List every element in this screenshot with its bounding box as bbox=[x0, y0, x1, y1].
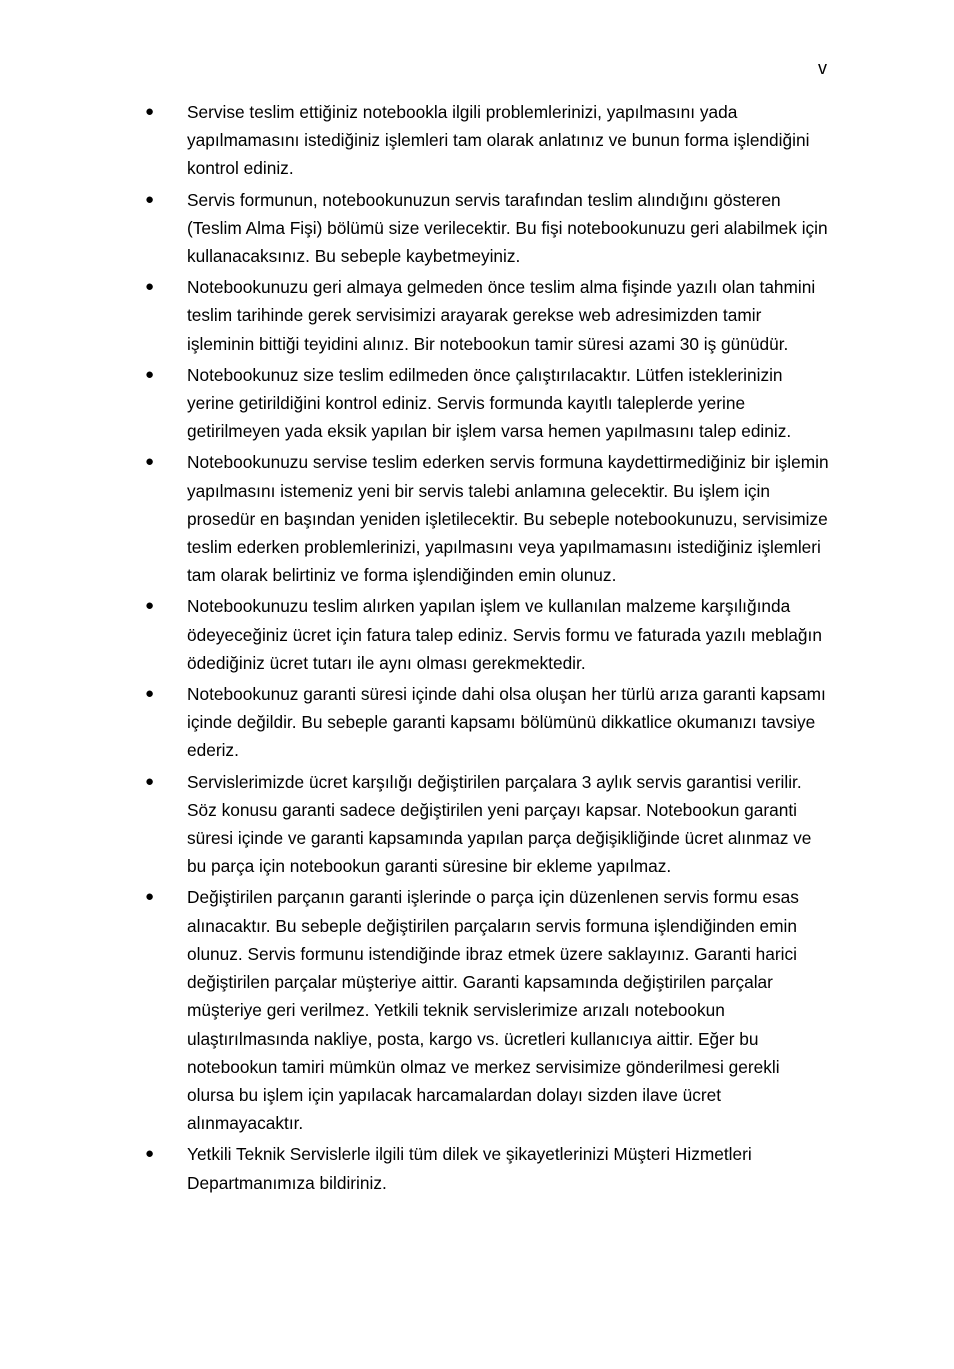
bullet-icon: ● bbox=[145, 597, 155, 615]
list-item bbox=[140, 680, 830, 765]
bullet-icon: ● bbox=[145, 190, 155, 208]
list-item-text: Servis formunun, notebookunuzun servis tarafından teslim alındığını gösteren (Teslim Alma Fişi) bölümü size verilecektir. Bu fişi notebookunuzu geri alabilmek için kullanacaksınız. Bu sebeple kaybetmeyiniz. bbox=[187, 189, 828, 267]
bullet-icon: ● bbox=[145, 888, 155, 906]
list-item bbox=[140, 592, 830, 677]
list-item-text: Notebookunuz garanti süresi içinde dahi olsa oluşan her türlü arıza garanti kapsamı içinde değildir. Bu sebeple garanti kapsamı bölümünü dikkatlice okumanızı tavsiye ederiz. bbox=[187, 684, 826, 761]
bullet-icon: ● bbox=[145, 103, 155, 120]
list-item-text: Yetkili Teknik Servislerle ilgili tüm dilek ve şikayetlerinizi Müşteri Hizmetleri Departmanımıza bildiriniz. bbox=[187, 1144, 752, 1193]
bullet-icon: ● bbox=[145, 453, 155, 471]
list-item bbox=[140, 98, 830, 183]
list-item bbox=[140, 1140, 830, 1196]
list-item bbox=[140, 186, 830, 271]
list-item bbox=[140, 273, 830, 358]
list-item bbox=[140, 883, 830, 1137]
list-item-text: Servislerimizde ücret karşılığı değiştirilen parçalara 3 aylık servis garantisi verilir. Söz konusu garanti sadece değiştirilen yeni parçayı kapsar. Notebookun garanti süresi içinde ve garanti kapsamında yapılan parça değişikliğinde ücret alınmaz ve bu parça için notebookun garanti süresine bir ekleme yapılmaz. bbox=[187, 771, 812, 877]
list-item-text: Servise teslim ettiğiniz notebookla ilgili problemlerinizi, yapılmasını yada yapılmamasını istediğiniz işlemleri tam olarak anlatınız ve bunun forma işlendiğini kontrol ediniz. bbox=[187, 102, 810, 179]
page-number: v bbox=[818, 58, 827, 78]
bullet-icon: ● bbox=[145, 278, 155, 296]
bullet-icon: ● bbox=[145, 365, 155, 383]
bullet-icon: ● bbox=[145, 772, 155, 790]
list-item-text: Notebookunuzu geri almaya gelmeden önce teslim alma fişinde yazılı olan tahmini teslim tarihinde gerek servisimizi arayarak gerekse web adresimizden tamir işleminin bittiği teyidini alınız. Bir notebookun tamir süresi azami 30 iş günüdür. bbox=[187, 277, 816, 354]
bullet-icon: ● bbox=[145, 685, 155, 703]
list-item bbox=[140, 768, 830, 881]
bullet-icon: ● bbox=[145, 1145, 155, 1163]
list-item bbox=[140, 448, 830, 589]
list-item-text: Notebookunuzu servise teslim ederken servis formuna kaydettirmediğiniz bir işlemin yapılmasını istemeniz yeni bir servis talebi anlamına gelecektir. Bu işlem için prosedür en başından yeniden işletilecektir. Bu sebeple notebookunuzu, servisimize teslim ederken problemlerinizi, yapılmasını veya yapılmamasını istediğiniz işlemleri tam olarak belirtiniz ve forma işlendiğinden emin olunuz. bbox=[187, 452, 829, 586]
list-item bbox=[140, 361, 830, 446]
list-item-text: Notebookunuzu teslim alırken yapılan işlem ve kullanılan malzeme karşılığında ödeyeceğiniz ücret için fatura talep ediniz. Servis formu ve faturada yazılı meblağın ödediğiniz ücret tutarı ile aynı olması gerekmektedir. bbox=[187, 596, 822, 673]
list-item-text: Notebookunuz size teslim edilmeden önce çalıştırılacaktır. Lütfen isteklerinizin yerine getirildiğini kontrol ediniz. Servis formunda kayıtlı taleplerde yerine getirilmeyen yada eksik yapılan bir işlem varsa hemen yapılmasını talep ediniz. bbox=[187, 364, 792, 442]
list-item-text: Değiştirilen parçanın garanti işlerinde o parça için düzenlenen servis formu esas alınacaktır. Bu sebeple değiştirilen parçaların servis formuna işlendiğinden emin olunuz. Servis formunu istendiğinde ibraz etmek üzere saklayınız. Garanti harici değiştirilen parçalar müşteriye aittir. Garanti kapsamında değiştirilen parçalar müşteriye geri verilmez. Yetkili teknik servislerimize arızalı notebookun ulaştırılmasında nakliye, posta, kargo vs. ücretleri kullanıcıya aittir. Eğer bu notebookun tamiri mümkün olmaz ve merkez servisimize gönderilmesi gerekli olursa bu işlem için yapılacak harcamalardan dolayı sizden ilave ücret alınmayacaktır. bbox=[187, 887, 799, 1134]
bullet-list bbox=[140, 98, 830, 1200]
